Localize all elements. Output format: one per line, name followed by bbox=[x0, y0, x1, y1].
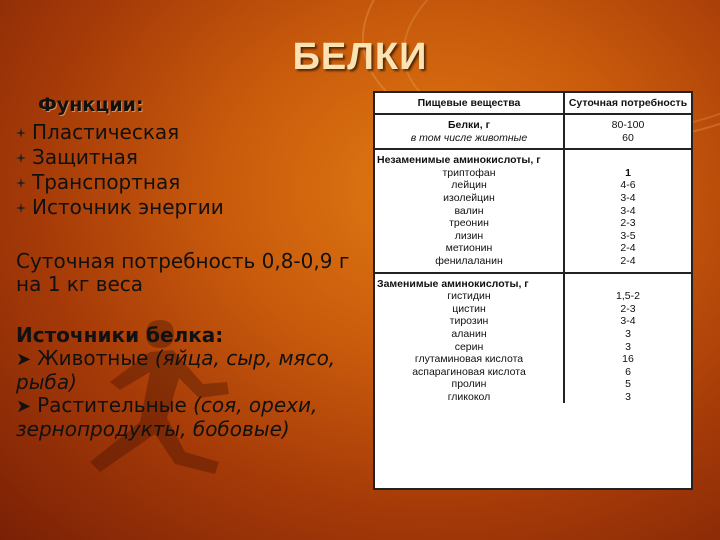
table-cell: аланин bbox=[375, 328, 564, 341]
animal-examples: (яйца, сыр, мясо, рыба) bbox=[16, 346, 336, 394]
function-label: Защитная bbox=[32, 145, 138, 169]
list-item bbox=[16, 170, 356, 195]
table-cell: изолейцин bbox=[375, 192, 564, 205]
table-cell: аспарагиновая кислота bbox=[375, 366, 564, 379]
table-row bbox=[375, 114, 691, 132]
table-cell: 3 bbox=[625, 340, 631, 353]
table-cell: 4-6 bbox=[620, 179, 636, 192]
column-header: Суточная потребность bbox=[564, 93, 691, 114]
function-label: Источник энергии bbox=[32, 195, 224, 219]
table-cell: серин bbox=[375, 341, 564, 354]
table-cell: 2-4 bbox=[620, 242, 636, 255]
table-cell: пролин bbox=[375, 378, 564, 391]
bullet-icon bbox=[16, 128, 26, 138]
table-row bbox=[375, 217, 691, 230]
arrow-bullet-icon: ➤ bbox=[16, 396, 32, 417]
table-cell: 6 bbox=[625, 365, 631, 378]
table-cell: гликокол bbox=[375, 391, 564, 404]
table-row bbox=[375, 255, 691, 273]
table-row bbox=[375, 290, 691, 303]
table-cell: 3-4 bbox=[620, 191, 636, 204]
table-cell: лейцин bbox=[375, 179, 564, 192]
bullet-icon bbox=[16, 203, 26, 213]
table-row bbox=[375, 378, 691, 391]
group-heading: Незаменимые аминокислоты, г bbox=[375, 149, 564, 167]
bullet-icon bbox=[16, 178, 26, 188]
table-cell: 16 bbox=[622, 353, 634, 366]
left-column bbox=[16, 94, 356, 441]
plant-sources bbox=[16, 394, 356, 441]
table-cell: триптофан bbox=[375, 167, 564, 180]
table-row bbox=[375, 303, 691, 316]
table-cell: треонин bbox=[375, 217, 564, 230]
plant-examples: (соя, орехи, зернопродукты, бобовые) bbox=[16, 393, 318, 441]
table-row bbox=[375, 391, 691, 404]
table-cell: валин bbox=[375, 205, 564, 218]
table-cell: гистидин bbox=[375, 290, 564, 303]
table-row bbox=[375, 230, 691, 243]
table-cell: 80-100 bbox=[611, 119, 645, 131]
list-item bbox=[16, 195, 356, 220]
table-row bbox=[375, 242, 691, 255]
plant-label: Растительные bbox=[37, 393, 187, 417]
protein-sources bbox=[16, 324, 356, 441]
arrow-bullet-icon: ➤ bbox=[16, 349, 32, 370]
table-row bbox=[375, 192, 691, 205]
table-cell: в том числе животные bbox=[375, 132, 564, 150]
function-label: Транспортная bbox=[32, 170, 181, 194]
list-item bbox=[16, 145, 356, 170]
table-cell: 3-5 bbox=[620, 229, 636, 242]
table-cell: тирозин bbox=[375, 315, 564, 328]
animal-sources bbox=[16, 347, 356, 394]
group-heading: Заменимые аминокислоты, г bbox=[375, 273, 564, 291]
table-cell: цистин bbox=[375, 303, 564, 316]
table-cell: 3-4 bbox=[620, 315, 636, 328]
list-item bbox=[16, 120, 356, 145]
table-row bbox=[375, 179, 691, 192]
table-row bbox=[375, 273, 691, 291]
table-cell bbox=[564, 149, 691, 167]
daily-requirement-text: Суточная потребность 0,8-0,9 г на 1 кг веса bbox=[16, 249, 350, 296]
table-row bbox=[375, 205, 691, 218]
table-row bbox=[375, 149, 691, 167]
animal-label: Животные bbox=[37, 346, 149, 370]
table-row bbox=[375, 366, 691, 379]
table-row bbox=[375, 328, 691, 341]
table-row bbox=[375, 315, 691, 328]
table-cell: фенилаланин bbox=[375, 255, 564, 273]
table-row bbox=[375, 353, 691, 366]
table-cell: 3 bbox=[625, 390, 631, 403]
nutrient-table bbox=[373, 91, 693, 490]
table-cell: 1 bbox=[625, 166, 631, 179]
table-cell: 3-4 bbox=[620, 204, 636, 217]
table-cell: 60 bbox=[564, 132, 691, 150]
table-cell: 2-4 bbox=[564, 255, 691, 273]
table-cell: лизин bbox=[375, 230, 564, 243]
table-cell: 2-3 bbox=[620, 217, 636, 230]
column-header: Пищевые вещества bbox=[375, 93, 564, 114]
sources-heading: Источники белка: bbox=[16, 323, 224, 347]
table-cell: 1,5-2 bbox=[616, 290, 640, 303]
table-cell: 2-3 bbox=[620, 302, 636, 315]
table-header-row bbox=[375, 93, 691, 114]
table-row bbox=[375, 132, 691, 150]
table-cell: Белки, г bbox=[375, 114, 564, 132]
table-cell: 5 bbox=[625, 378, 631, 391]
table-row bbox=[375, 341, 691, 354]
functions-heading: Функции: bbox=[38, 94, 144, 116]
table-cell: глутаминовая кислота bbox=[375, 353, 564, 366]
table-row bbox=[375, 167, 691, 180]
table-cell: метионин bbox=[375, 242, 564, 255]
function-label: Пластическая bbox=[32, 120, 180, 144]
functions-list bbox=[16, 120, 356, 220]
slide-title: БЕЛКИ bbox=[292, 36, 428, 78]
bullet-icon bbox=[16, 153, 26, 163]
table-cell bbox=[564, 273, 691, 291]
table-cell: 3 bbox=[625, 327, 631, 340]
